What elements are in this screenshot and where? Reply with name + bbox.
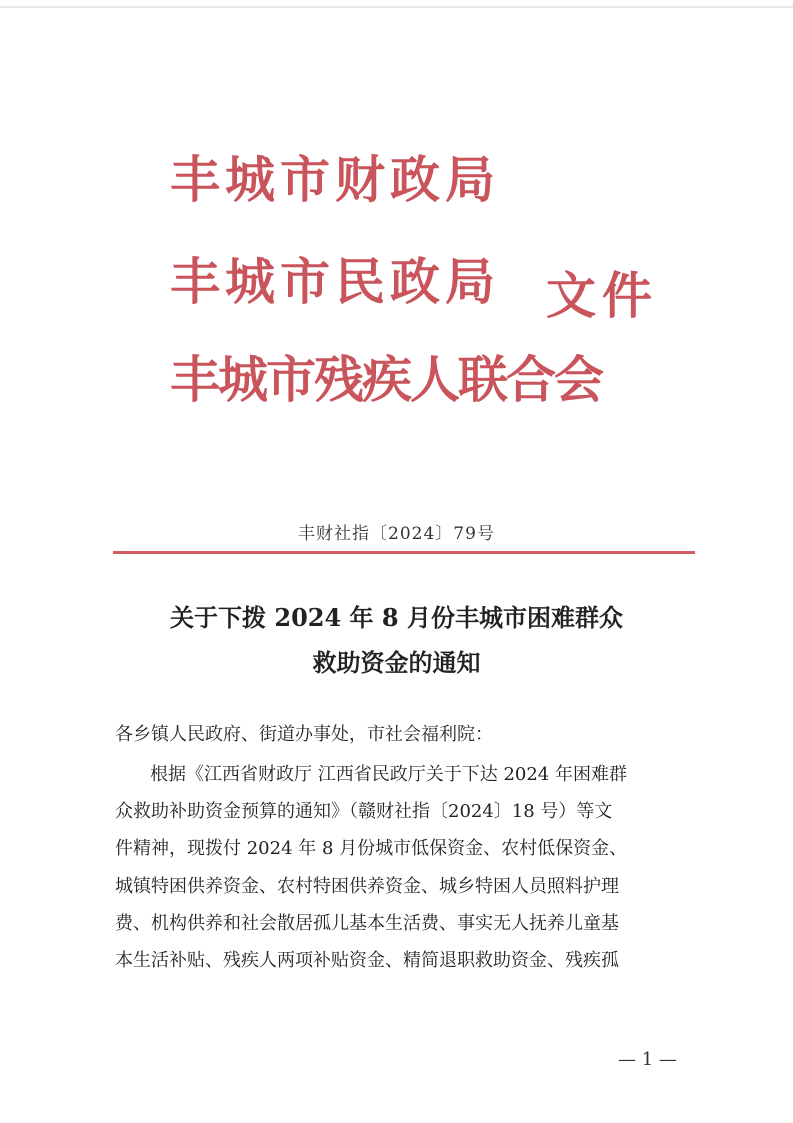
issuer-disabled-persons-federation: 丰城市残疾人联合会 [170, 350, 602, 409]
issuer-finance-bureau: 丰城市财政局 [170, 150, 500, 209]
document-type-label: 文件 [546, 266, 658, 325]
body-line: 费、机构供养和社会散居孤儿基本生活费、事实无人抚养儿童基 [115, 913, 619, 934]
document-title-line-2: 救助资金的通知 [312, 648, 481, 677]
body-line: 众救助补助资金预算的通知》（赣财社指〔2024〕18 号）等文 [115, 801, 613, 822]
body-line: 城镇特困供养资金、农村特困供养资金、城乡特困人员照料护理 [115, 876, 619, 897]
scan-edge-line [0, 6, 793, 8]
document-title-line-1: 关于下拨 2024 年 8 月份丰城市困难群众 [170, 603, 623, 632]
body-line: 件精神，现拨付 2024 年 8 月份城市低保资金、农村低保资金、 [115, 838, 628, 859]
body-line: 本生活补贴、残疾人两项补贴资金、精简退职救助资金、残疾孤 [115, 950, 619, 971]
page-number: — 1 — [618, 1049, 677, 1070]
body-line: 根据《江西省财政厅 江西省民政厅关于下达 2024 年困难群 [150, 764, 627, 785]
document-number: 丰财社指〔2024〕79号 [298, 524, 495, 544]
issuer-civil-affairs-bureau: 丰城市民政局 [170, 252, 500, 311]
red-separator-rule [113, 551, 695, 554]
salutation: 各乡镇人民政府、街道办事处，市社会福利院： [115, 724, 493, 745]
